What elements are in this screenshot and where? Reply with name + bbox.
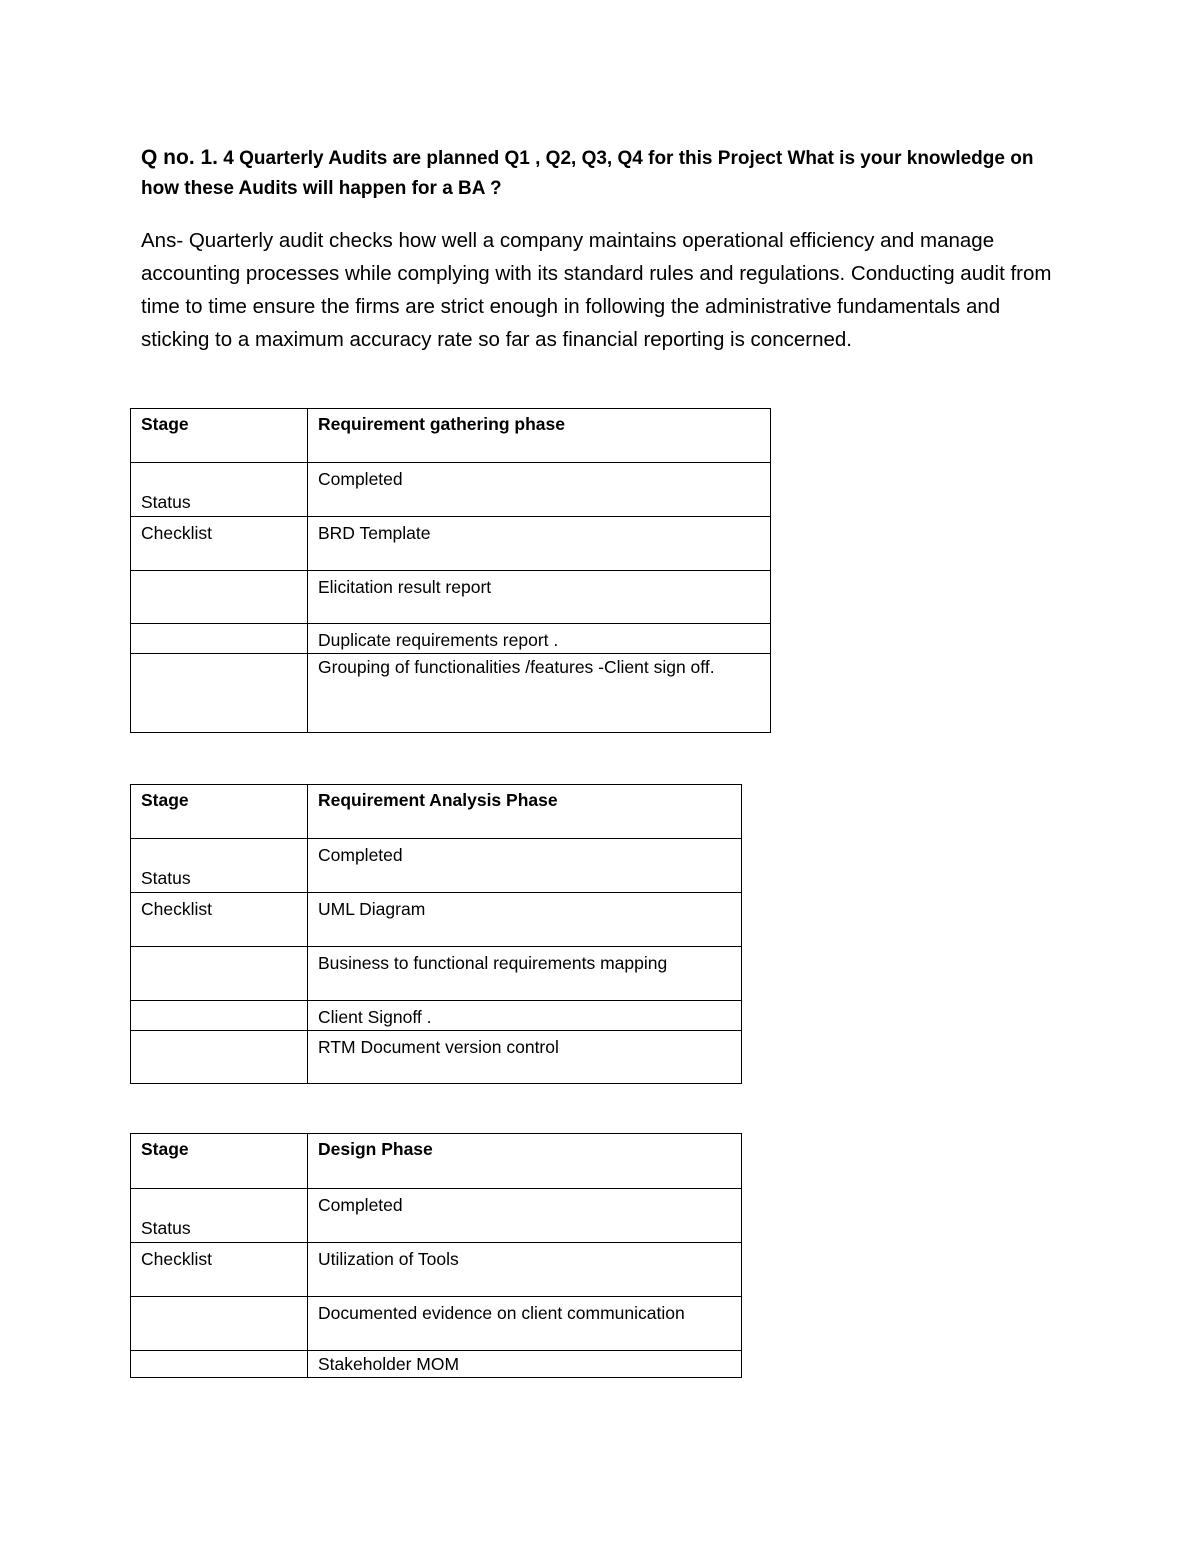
question-number: Q no. 1. [141, 146, 219, 169]
checklist-item: Duplicate requirements report . [308, 624, 771, 654]
empty-cell [131, 1351, 308, 1378]
checklist-item: RTM Document version control [308, 1031, 742, 1084]
question-body: 4 Quarterly Audits are planned Q1 , Q2, Q3, Q4 for this Project What is your knowledge on how these Audits will happen for a BA ? [141, 148, 1034, 199]
checklist-label: Checklist [131, 1243, 308, 1297]
checklist-item: BRD Template [308, 517, 771, 571]
checklist-item: Elicitation result report [308, 571, 771, 624]
status-value: Completed [308, 463, 771, 517]
table-row [131, 624, 771, 654]
checklist-item: UML Diagram [308, 893, 742, 947]
checklist-item: Documented evidence on client communication [308, 1297, 742, 1351]
status-label: Status [131, 839, 308, 893]
status-value: Completed [308, 1189, 742, 1243]
requirement-analysis-table [130, 784, 742, 1084]
checklist-label: Checklist [131, 517, 308, 571]
checklist-item: Client Signoff . [308, 1001, 742, 1031]
table-row [131, 839, 742, 893]
empty-cell [131, 1297, 308, 1351]
table-row [131, 1031, 742, 1084]
table-row [131, 409, 771, 463]
empty-cell [131, 947, 308, 1001]
stage-value: Requirement gathering phase [308, 409, 771, 463]
table-row [131, 1243, 742, 1297]
table-row [131, 1297, 742, 1351]
empty-cell [131, 624, 308, 654]
table-row [131, 1351, 742, 1378]
table-row [131, 1134, 742, 1189]
table-row [131, 463, 771, 517]
table-row [131, 654, 771, 733]
status-label: Status [131, 463, 308, 517]
question-text [141, 143, 1061, 204]
empty-cell [131, 1031, 308, 1084]
stage-value: Design Phase [308, 1134, 742, 1189]
empty-cell [131, 571, 308, 624]
empty-cell [131, 654, 308, 733]
stage-value: Requirement Analysis Phase [308, 785, 742, 839]
checklist-item: Utilization of Tools [308, 1243, 742, 1297]
status-value: Completed [308, 839, 742, 893]
table-row [131, 785, 742, 839]
table-row [131, 517, 771, 571]
checklist-item: Business to functional requirements mapping [308, 947, 742, 1001]
stage-label: Stage [131, 785, 308, 839]
table-row [131, 1001, 742, 1031]
status-label: Status [131, 1189, 308, 1243]
table-row [131, 893, 742, 947]
table-row [131, 1189, 742, 1243]
checklist-item: Grouping of functionalities /features -Client sign off. [308, 654, 771, 733]
checklist-item: Stakeholder MOM [308, 1351, 742, 1378]
design-phase-table [130, 1133, 742, 1378]
stage-label: Stage [131, 409, 308, 463]
requirement-gathering-table [130, 408, 771, 733]
stage-label: Stage [131, 1134, 308, 1189]
answer-text: Ans- Quarterly audit checks how well a company maintains operational efficiency and manage accounting processes while complying with its standard rules and regulations. Conducting audit from time to time ensure the firms are strict enough in following the administrative fundamentals and sticking to a maximum accuracy rate so far as financial reporting is concerned. [141, 229, 1052, 351]
table-row [131, 571, 771, 624]
empty-cell [131, 1001, 308, 1031]
checklist-label: Checklist [131, 893, 308, 947]
table-row [131, 947, 742, 1001]
